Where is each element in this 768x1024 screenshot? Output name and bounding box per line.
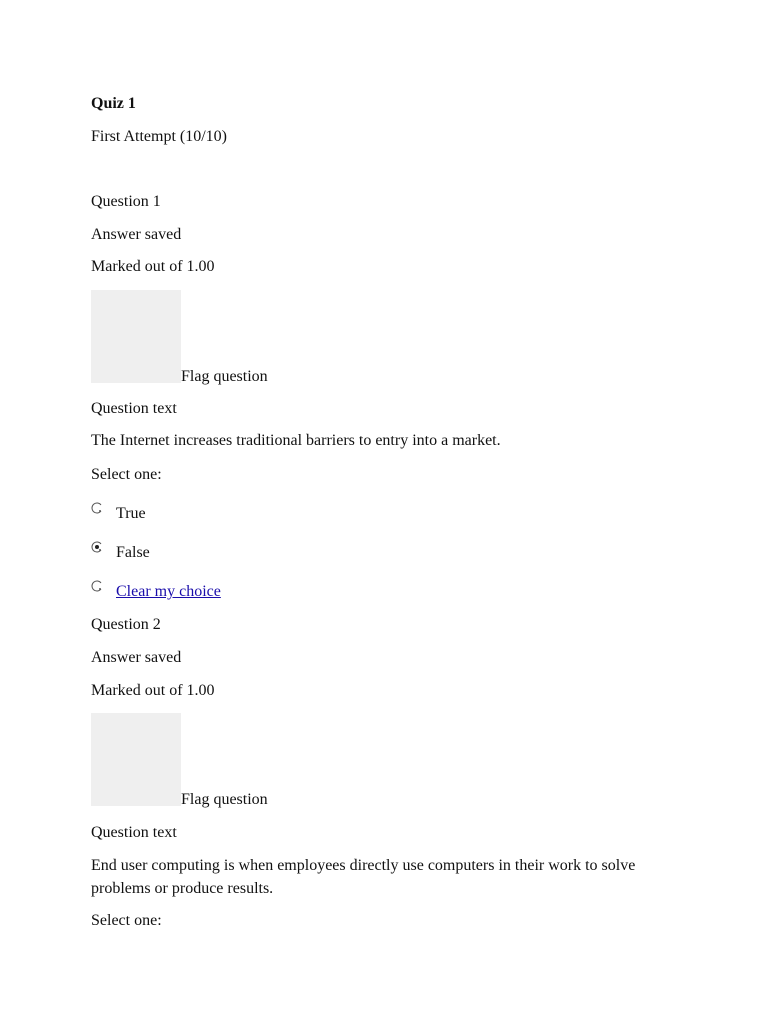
radio-clear[interactable] <box>91 580 103 592</box>
question-text-heading: Question text <box>91 824 177 841</box>
question-text: End user computing is when employees directly use computers in their work to solve problems or produce results. <box>91 857 636 897</box>
option-label-true[interactable]: True <box>116 505 146 522</box>
question-number: Question 2 <box>91 616 161 633</box>
radio-checked-icon <box>91 541 103 553</box>
question-text: The Internet increases traditional barriers to entry into a market. <box>91 432 501 449</box>
question-text-heading: Question text <box>91 400 177 417</box>
radio-false[interactable] <box>91 541 103 553</box>
flag-question-link[interactable]: Flag question <box>181 791 268 808</box>
select-one-prompt: Select one: <box>91 912 162 929</box>
flag-question-link[interactable]: Flag question <box>181 368 268 385</box>
clear-choice-link[interactable]: Clear my choice <box>116 583 221 600</box>
radio-true[interactable] <box>91 502 103 514</box>
select-one-prompt: Select one: <box>91 466 162 483</box>
radio-unchecked-icon <box>91 502 103 514</box>
question-marks: Marked out of 1.00 <box>91 258 215 275</box>
question-status: Answer saved <box>91 226 182 243</box>
flag-icon[interactable] <box>91 290 181 383</box>
flag-icon[interactable] <box>91 713 181 806</box>
question-marks: Marked out of 1.00 <box>91 682 215 699</box>
radio-unchecked-icon <box>91 580 103 592</box>
question-number: Question 1 <box>91 193 161 210</box>
quiz-title: Quiz 1 <box>91 95 136 112</box>
attempt-summary: First Attempt (10/10) <box>91 128 227 145</box>
option-label-false[interactable]: False <box>116 544 150 561</box>
question-status: Answer saved <box>91 649 182 666</box>
